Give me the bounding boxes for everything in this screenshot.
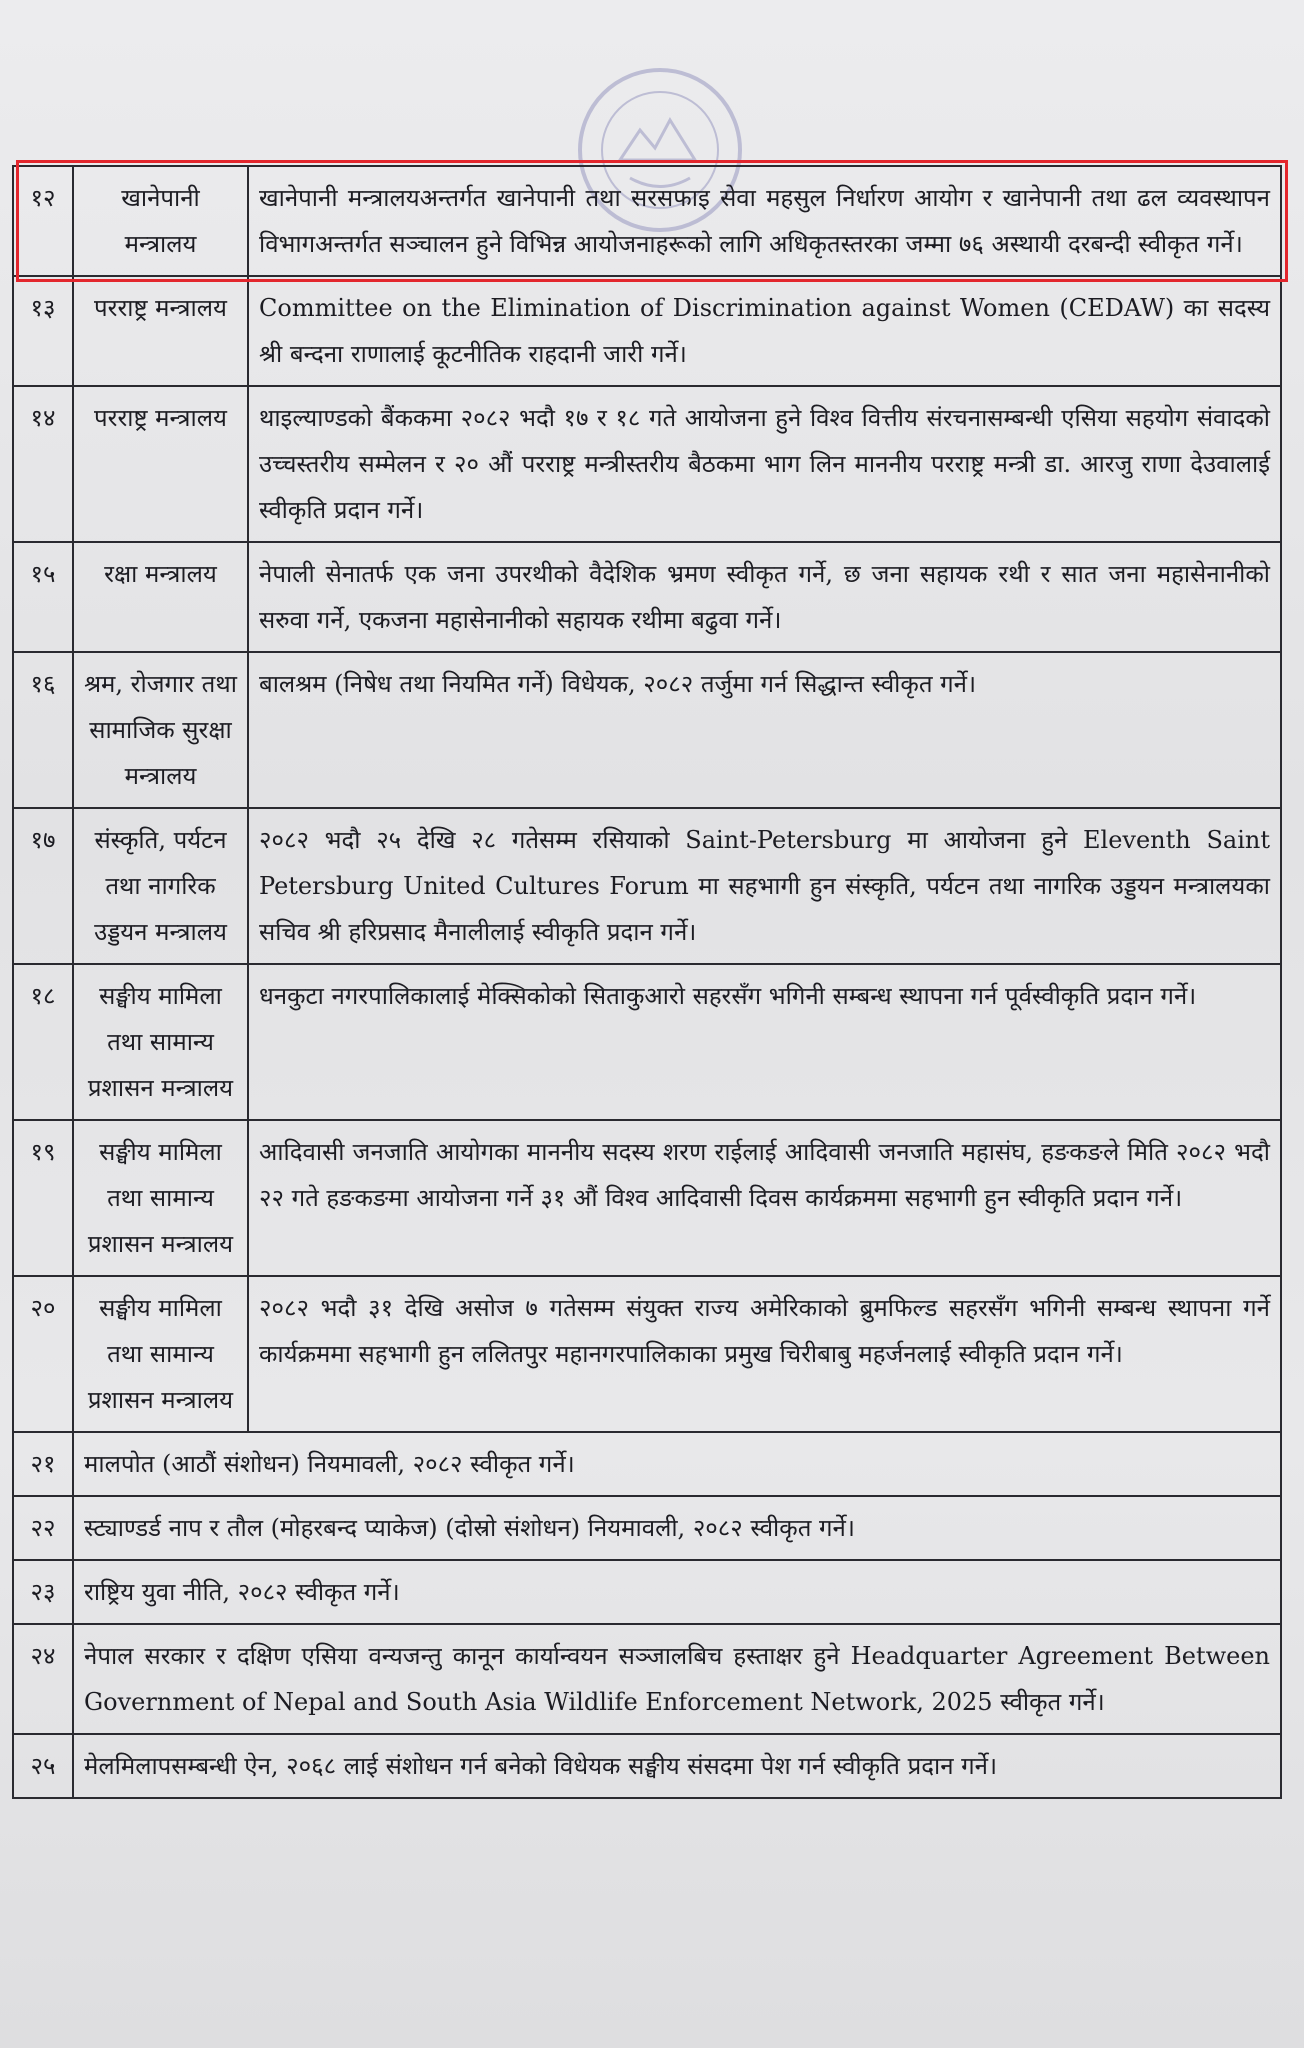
table-row [13, 808, 1281, 964]
row-number: २१ [13, 1432, 73, 1496]
table-row [13, 1496, 1281, 1560]
decision-text: राष्ट्रिय युवा नीति, २०८२ स्वीकृत गर्ने। [73, 1560, 1281, 1624]
row-number: २४ [13, 1624, 73, 1734]
decision-text: बालश्रम (निषेध तथा नियमित गर्ने) विधेयक, २०८२ तर्जुमा गर्न सिद्धान्त स्वीकृत गर्ने। [248, 652, 1281, 808]
table-row [13, 1276, 1281, 1432]
table-row [13, 1560, 1281, 1624]
decision-text: २०८२ भदौ २५ देखि २८ गतेसम्म रसियाको Saint-Petersburg मा आयोजना हुने Eleventh Saint Petersburg United Cultures Forum मा सहभागी हुन संस्कृति, पर्यटन तथा नागरिक उड्डयन मन्त्रालयका सचिव श्री हरिप्रसाद मैनालीलाई स्वीकृति प्रदान गर्ने। [248, 808, 1281, 964]
decision-text: Committee on the Elimination of Discrimination against Women (CEDAW) का सदस्य श्री बन्दना राणालाई कूटनीतिक राहदानी जारी गर्ने। [248, 276, 1281, 386]
ministry-name: सङ्घीय मामिला तथा सामान्य प्रशासन मन्त्रालय [73, 1120, 248, 1276]
decision-text: मेलमिलापसम्बन्धी ऐन, २०६८ लाई संशोधन गर्न बनेको विधेयक सङ्घीय संसदमा पेश गर्न स्वीकृति प्रदान गर्ने। [73, 1734, 1281, 1798]
decision-text: २०८२ भदौ ३१ देखि असोज ७ गतेसम्म संयुक्त राज्य अमेरिकाको ब्रुमफिल्ड सहरसँग भगिनी सम्बन्ध स्थापना गर्ने कार्यक्रममा सहभागी हुन ललितपुर महानगरपालिकाका प्रमुख चिरीबाबु महर्जनलाई स्वीकृति प्रदान गर्ने। [248, 1276, 1281, 1432]
cabinet-decisions-table [12, 165, 1282, 1799]
table-row [13, 1432, 1281, 1496]
ministry-name: खानेपानी मन्त्रालय [73, 166, 248, 276]
row-number: १४ [13, 386, 73, 542]
table-row [13, 276, 1281, 386]
table-row [13, 386, 1281, 542]
table-row [13, 1734, 1281, 1798]
decision-text: स्ट्याण्डर्ड नाप र तौल (मोहरबन्द प्याकेज) (दोस्रो संशोधन) नियमावली, २०८२ स्वीकृत गर्ने। [73, 1496, 1281, 1560]
row-number: १२ [13, 166, 73, 276]
row-number: २३ [13, 1560, 73, 1624]
ministry-name: सङ्घीय मामिला तथा सामान्य प्रशासन मन्त्रालय [73, 1276, 248, 1432]
row-number: १६ [13, 652, 73, 808]
row-number: २२ [13, 1496, 73, 1560]
ministry-name: रक्षा मन्त्रालय [73, 542, 248, 652]
table-row [13, 1624, 1281, 1734]
decision-text: आदिवासी जनजाति आयोगका माननीय सदस्य शरण राईलाई आदिवासी जनजाति महासंघ, हङकङले मिति २०८२ भदौ २२ गते हङकङमा आयोजना गर्ने ३१ औं विश्व आदिवासी दिवस कार्यक्रममा सहभागी हुन स्वीकृति प्रदान गर्ने। [248, 1120, 1281, 1276]
ministry-name: परराष्ट्र मन्त्रालय [73, 386, 248, 542]
decision-text: नेपाल सरकार र दक्षिण एसिया वन्यजन्तु कानून कार्यान्वयन सञ्जालबिच हस्ताक्षर हुने Headquarter Agreement Between Government of Nepal and South Asia Wildlife Enforcement Network, 2025 स्वीकृत गर्ने। [73, 1624, 1281, 1734]
ministry-name: श्रम, रोजगार तथा सामाजिक सुरक्षा मन्त्रालय [73, 652, 248, 808]
row-number: २० [13, 1276, 73, 1432]
decision-text: नेपाली सेनातर्फ एक जना उपरथीको वैदेशिक भ्रमण स्वीकृत गर्ने, छ जना सहायक रथी र सात जना महासेनानीको सरुवा गर्ने, एकजना महासेनानीको सहायक रथीमा बढुवा गर्ने। [248, 542, 1281, 652]
row-number: २५ [13, 1734, 73, 1798]
decision-text: खानेपानी मन्त्रालयअन्तर्गत खानेपानी तथा सरसफाइ सेवा महसुल निर्धारण आयोग र खानेपानी तथा ढल व्यवस्थापन विभागअन्तर्गत सञ्चालन हुने विभिन्न आयोजनाहरूको लागि अधिकृतस्तरका जम्मा ७६ अस्थायी दरबन्दी स्वीकृत गर्ने। [248, 166, 1281, 276]
ministry-name: संस्कृति, पर्यटन तथा नागरिक उड्डयन मन्त्रालय [73, 808, 248, 964]
table-row [13, 542, 1281, 652]
table-row [13, 652, 1281, 808]
decisions-table-body [13, 166, 1281, 1798]
ministry-name: परराष्ट्र मन्त्रालय [73, 276, 248, 386]
row-number: १५ [13, 542, 73, 652]
table-row [13, 1120, 1281, 1276]
row-number: १९ [13, 1120, 73, 1276]
decision-text: धनकुटा नगरपालिकालाई मेक्सिकोको सिताकुआरो सहरसँग भगिनी सम्बन्ध स्थापना गर्न पूर्वस्वीकृति प्रदान गर्ने। [248, 964, 1281, 1120]
decision-text: मालपोत (आठौं संशोधन) नियमावली, २०८२ स्वीकृत गर्ने। [73, 1432, 1281, 1496]
row-number: १७ [13, 808, 73, 964]
decision-text: थाइल्याण्डको बैंककमा २०८२ भदौ १७ र १८ गते आयोजना हुने विश्व वित्तीय संरचनासम्बन्धी एसिया सहयोग संवादको उच्चस्तरीय सम्मेलन र २० औं परराष्ट्र मन्त्रीस्तरीय बैठकमा भाग लिन माननीय परराष्ट्र मन्त्री डा. आरजु राणा देउवालाई स्वीकृति प्रदान गर्ने। [248, 386, 1281, 542]
row-number: १३ [13, 276, 73, 386]
table-row [13, 166, 1281, 276]
table-row [13, 964, 1281, 1120]
row-number: १८ [13, 964, 73, 1120]
ministry-name: सङ्घीय मामिला तथा सामान्य प्रशासन मन्त्रालय [73, 964, 248, 1120]
